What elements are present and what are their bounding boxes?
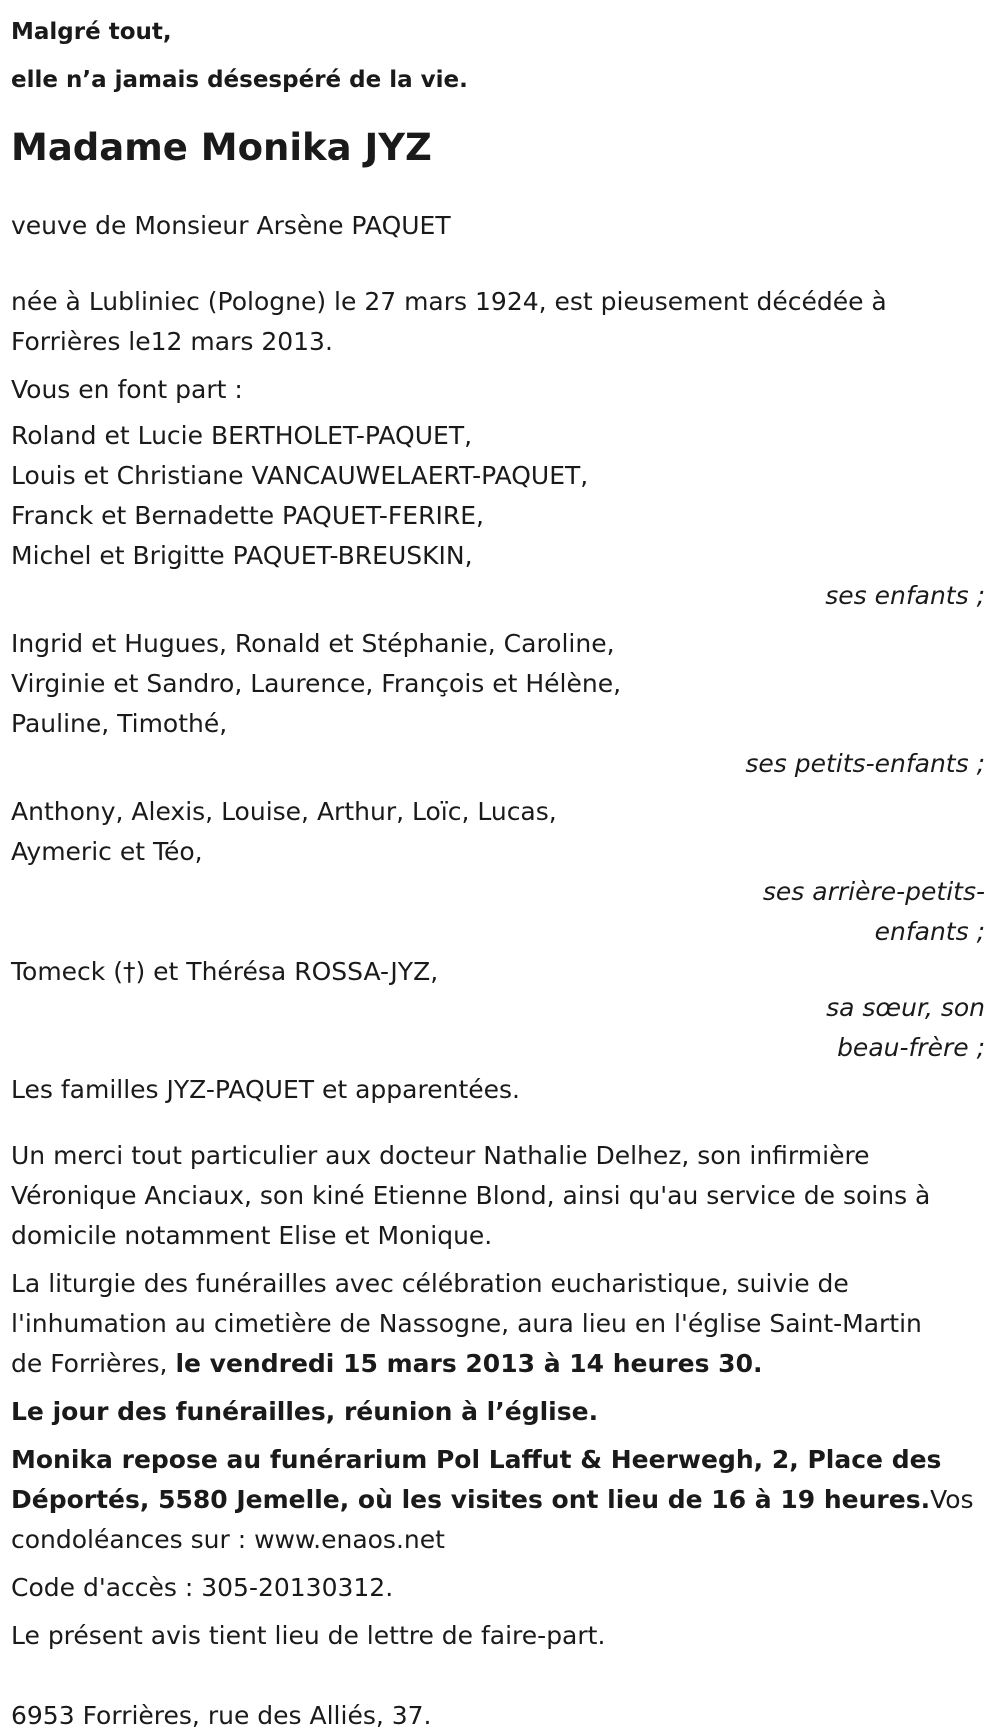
great-grandchildren-group (11, 792, 988, 952)
rest-paragraph: Monika repose au funérarium Pol Laffut & Heerwegh, 2, Place des Déportés, 5580 Jemelle, où les visites ont lieu de 16 à 19 heures.Vos condoléances sur : www.enaos.net (11, 1440, 988, 1560)
birth-death-line-1: née à Lubliniec (Pologne) le 27 mars 1924, est pieusement décédée à (11, 287, 887, 316)
address: 6953 Forrières, rue des Alliés, 37. (11, 1701, 432, 1730)
condolences-link-line[interactable]: condoléances sur : www.enaos.net (11, 1525, 445, 1554)
list-item: Michel et Brigitte PAQUET-BREUSKIN, (11, 541, 473, 570)
deceased-name: Madame Monika JYZ (11, 126, 432, 169)
list-item: Aymeric et Téo, (11, 837, 203, 866)
gathering-line: Le jour des funérailles, réunion à l’église. (11, 1397, 599, 1426)
epigraph (11, 8, 988, 104)
grandchildren-relation: ses petits-enfants ; (745, 749, 985, 778)
announcement-intro: Vous en font part : (11, 375, 243, 404)
list-item: Louis et Christiane VANCAUWELAERT-PAQUET, (11, 461, 589, 490)
funeral-date: le vendredi 15 mars 2013 à 14 heures 30. (175, 1349, 763, 1378)
widow-line: veuve de Monsieur Arsène PAQUET (11, 211, 451, 240)
thanks-paragraph: Un merci tout particulier aux docteur Nathalie Delhez, son infirmière Véronique Anciaux, son kiné Etienne Blond, ainsi qu'au service de soins à domicile notamment Elise et Monique. (11, 1141, 931, 1250)
list-item: Pauline, Timothé, (11, 709, 228, 738)
epigraph-line-2: elle n’a jamais désespéré de la vie. (11, 67, 468, 93)
list-item: Ingrid et Hugues, Ronald et Stéphanie, Caroline, (11, 629, 615, 658)
list-item: Anthony, Alexis, Louise, Arthur, Loïc, Lucas, (11, 797, 557, 826)
list-item: Roland et Lucie BERTHOLET-PAQUET, (11, 421, 473, 450)
list-item: Franck et Bernadette PAQUET-FERIRE, (11, 501, 484, 530)
children-names (11, 416, 988, 576)
birth-death-line (11, 282, 988, 362)
grandchildren-group (11, 624, 988, 784)
great-grandchildren-names (11, 792, 988, 872)
sibling-group (11, 952, 988, 1068)
notice-line: Le présent avis tient lieu de lettre de faire-part. (11, 1621, 606, 1650)
list-item: Tomeck (†) et Thérésa ROSSA-JYZ, (11, 957, 439, 986)
grandchildren-names (11, 624, 988, 744)
liturgy-paragraph: La liturgie des funérailles avec célébration eucharistique, suivie de l'inhumation au cimetière de Nassogne, aura lieu en l'église Saint-Martin de Forrières, le vendredi 15 mars 2013 à 14 heures 30. (11, 1269, 922, 1378)
epigraph-line-1: Malgré tout, (11, 19, 172, 45)
birth-death-line-2: Forrières le12 mars 2013. (11, 327, 333, 356)
children-relation: ses enfants ; (825, 581, 985, 610)
sibling-names (11, 952, 988, 992)
families-line: Les familles JYZ-PAQUET et apparentées. (11, 1075, 520, 1104)
children-group (11, 416, 988, 616)
sibling-relation: sa sœur, son beau-frère ; (826, 993, 985, 1062)
access-code: Code d'accès : 305-20130312. (11, 1573, 394, 1602)
great-grandchildren-relation: ses arrière-petits- enfants ; (762, 877, 985, 946)
list-item: Virginie et Sandro, Laurence, François et Hélène, (11, 669, 622, 698)
